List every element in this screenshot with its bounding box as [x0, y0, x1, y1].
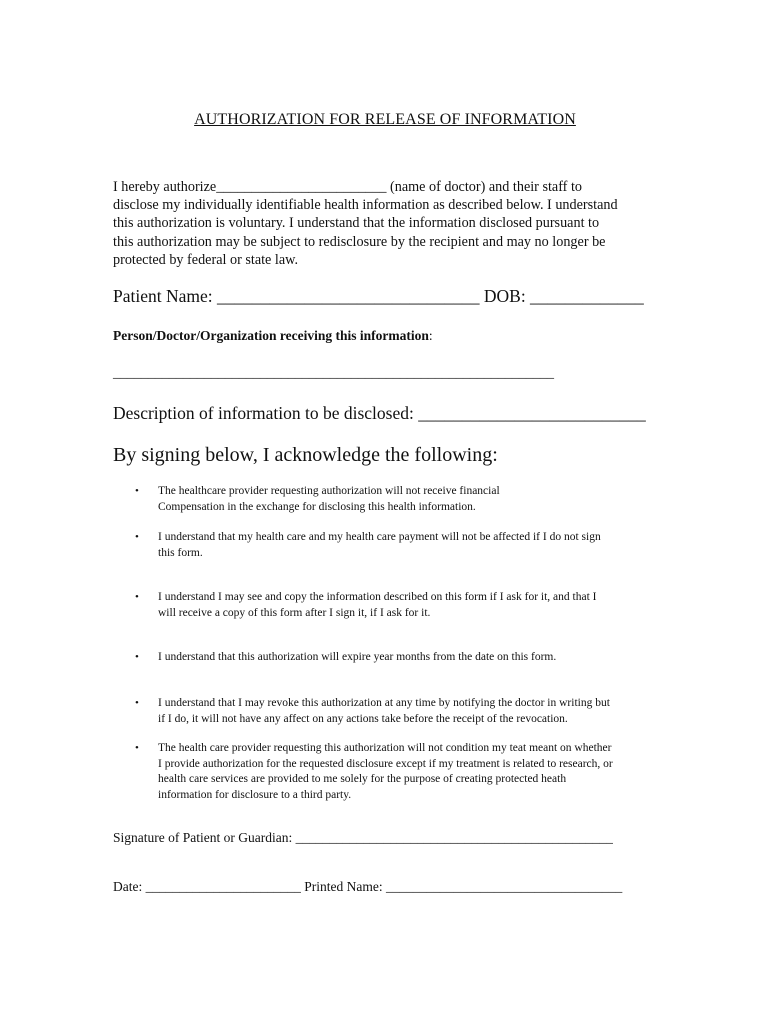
recipient-label-colon: : [428, 328, 433, 343]
acknowledgement-text: I understand that my health care and my health care payment will not be affected if I do not sign this form. [158, 531, 601, 559]
description-field[interactable]: Description of information to be disclosed: __________________________ [113, 403, 646, 423]
signature-field[interactable]: Signature of Patient or Guardian: _______________________________________________ [113, 830, 613, 845]
acknowledgement-item [135, 590, 660, 621]
form-title: AUTHORIZATION FOR RELEASE OF INFORMATION [194, 111, 576, 128]
bullet-icon: • [135, 485, 139, 497]
acknowledgement-text: The healthcare provider requesting authorization will not receive financial Compensation in the exchange for disclosing this health information. [158, 485, 500, 513]
bullet-icon: • [135, 531, 139, 543]
date-printed-name-field[interactable]: Date: _______________________ Printed Name: ___________________________________ [113, 879, 623, 894]
recipient-label-text: Person/Doctor/Organization receiving this information [113, 328, 429, 343]
patient-name-dob-field[interactable]: Patient Name: ______________________________ DOB: _____________ [113, 286, 644, 306]
bullet-icon: • [135, 591, 139, 603]
bullet-icon: • [135, 651, 139, 663]
bullet-icon: • [135, 742, 139, 754]
bullet-icon: • [135, 697, 139, 709]
acknowledgement-text: I understand that I may revoke this authorization at any time by notifying the doctor in writing but if I do, it will not have any affect on any actions take before the receipt of the revocation. [158, 697, 610, 725]
recipient-field[interactable]: _______________________________________________________________ [113, 366, 554, 381]
acknowledgement-item [135, 650, 660, 666]
acknowledgement-item [135, 484, 660, 515]
acknowledgement-text: The health care provider requesting this authorization will not condition my teat meant on whether I provide authorization for the requested disclosure except if my treatment is related to research, or health care services are provided to me solely for the purpose of creating protected heath information for disclosure to a third party. [158, 742, 613, 801]
acknowledgement-heading: By signing below, I acknowledge the following: [113, 444, 498, 466]
acknowledgement-text: I understand I may see and copy the information described on this form if I ask for it, and that I will receive a copy of this form after I sign it, if I ask for it. [158, 591, 597, 619]
acknowledgement-item [135, 696, 660, 727]
acknowledgement-item [135, 530, 660, 561]
authorization-statement: I hereby authorize________________________ (name of doctor) and their staff to disclose my individually identifiable health information as described below. I understand this authorization is voluntary. I understand that the information disclosed pursuant to this authorization may be subject to redisclosure by the recipient and may no longer be protected by federal or state law. [113, 179, 618, 268]
recipient-label [113, 328, 433, 344]
acknowledgement-text: I understand that this authorization will expire year months from the date on this form. [158, 651, 557, 663]
acknowledgement-item [135, 741, 660, 803]
